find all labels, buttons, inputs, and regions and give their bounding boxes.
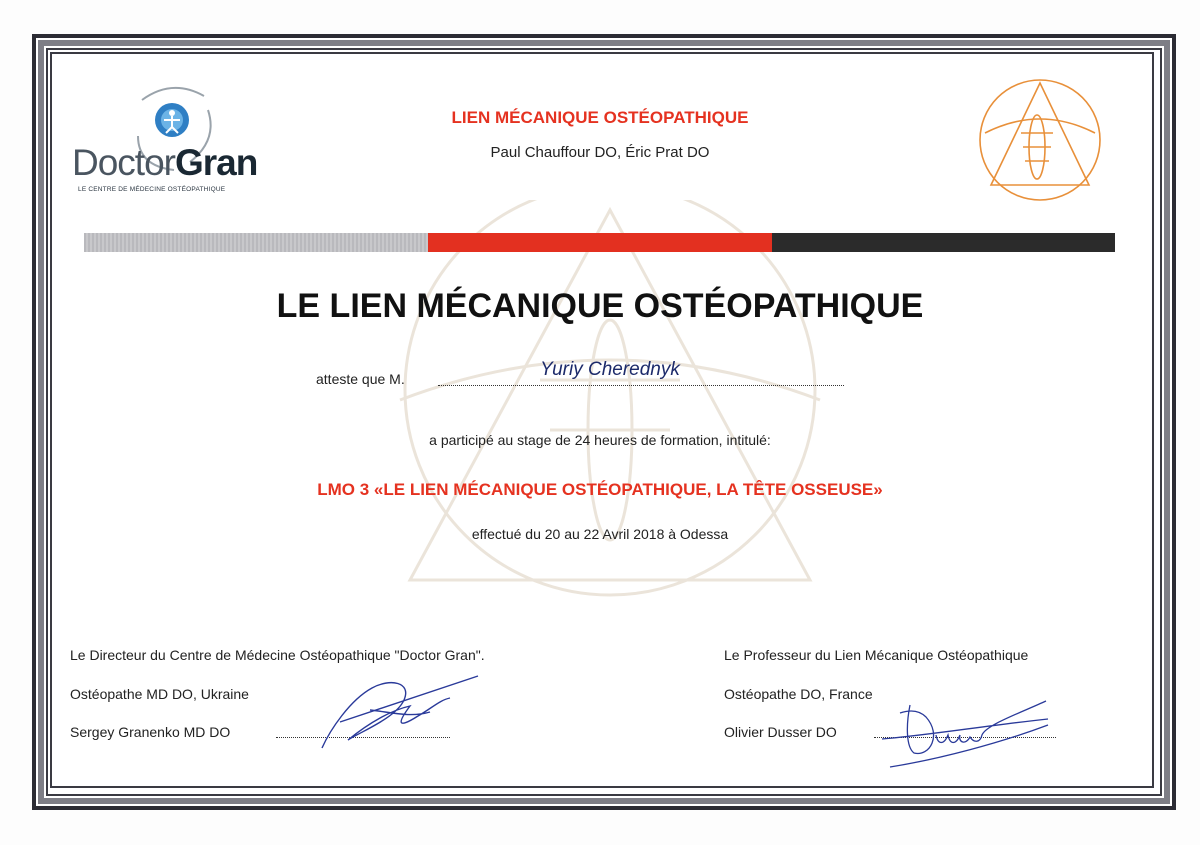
- certificate-title: LE LIEN MÉCANIQUE OSTÉOPATHIQUE: [276, 287, 924, 325]
- logo-wordmark: DoctorGran: [72, 142, 258, 183]
- logo-subtitle: LE CENTRE DE MÉDECINE OSTÉOPATHIQUE: [78, 186, 226, 193]
- right-signatory-role: Le Professeur du Lien Mécanique Ostéopathique: [724, 647, 1029, 663]
- recipient-name: Yuriy Cherednyk: [540, 359, 680, 380]
- lmo-emblem: [975, 75, 1105, 205]
- right-signatory-name: Olivier Dusser DO: [724, 724, 837, 740]
- left-signatory-role: Le Directeur du Centre de Médecine Ostéopathique "Doctor Gran".: [70, 647, 485, 663]
- header-title: LIEN MÉCANIQUE OSTÉOPATHIQUE: [451, 108, 749, 127]
- left-signatory-name: Sergey Granenko MD DO: [70, 724, 231, 740]
- left-signatory-title: Ostéopathe MD DO, Ukraine: [70, 686, 249, 702]
- recipient-dotted-line: [438, 385, 844, 386]
- right-signatory-title: Ostéopathe DO, France: [724, 686, 873, 702]
- left-signature: [300, 670, 500, 760]
- stripe-dark: [772, 233, 1115, 252]
- course-date-place: effectué du 20 au 22 Avril 2018 à Odessa: [471, 526, 729, 542]
- right-signature: [870, 695, 1050, 775]
- participation-text: a participé au stage de 24 heures de formation, intitulé:: [429, 432, 771, 448]
- attest-label: atteste que M.: [316, 371, 405, 387]
- stripe-red: [428, 233, 772, 252]
- header-authors: Paul Chauffour DO, Éric Prat DO: [490, 144, 710, 161]
- course-title: LMO 3 «LE LIEN MÉCANIQUE OSTÉOPATHIQUE, LA TÊTE OSSEUSE»: [317, 480, 883, 499]
- stripe-grey: [84, 233, 428, 252]
- emblem-watermark: [340, 200, 880, 620]
